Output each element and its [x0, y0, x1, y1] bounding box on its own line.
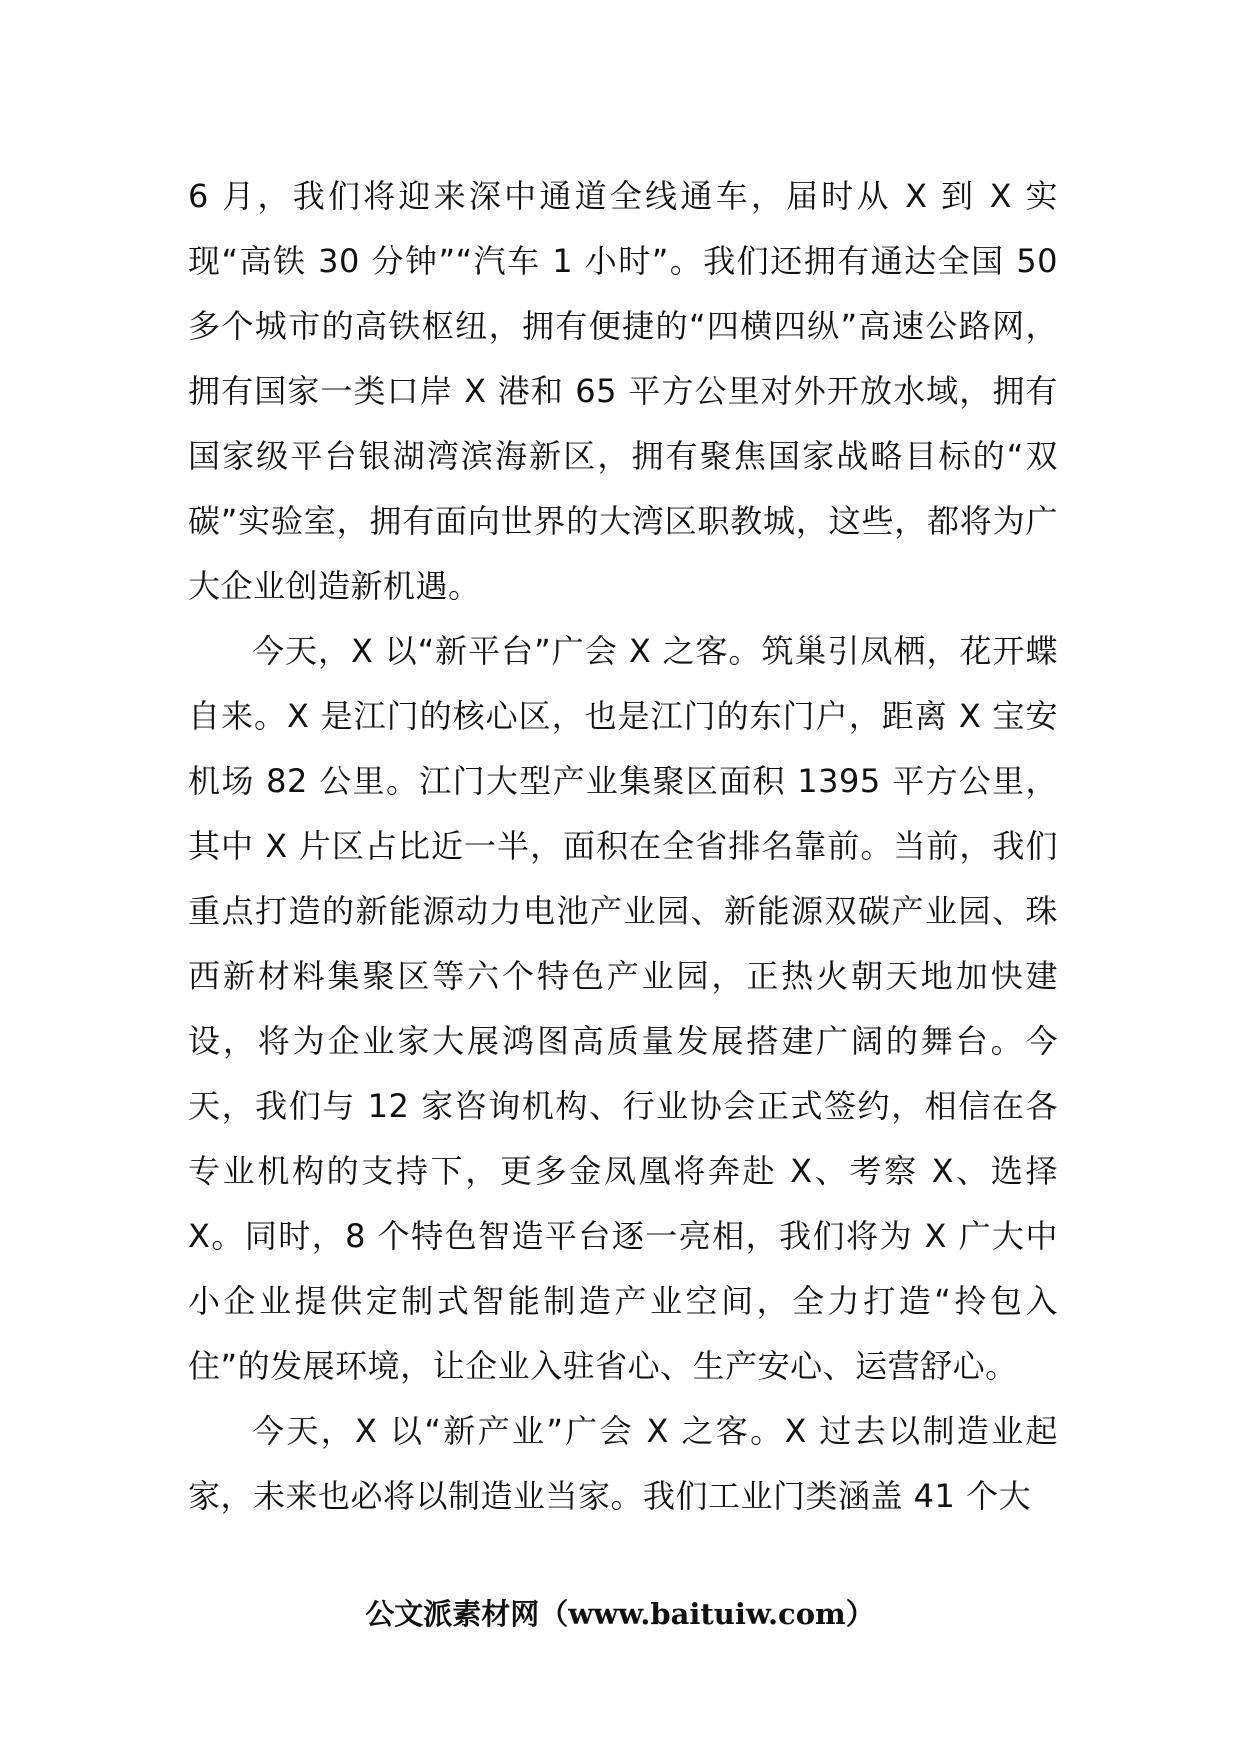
paragraph-continuation: 6 月，我们将迎来深中通道全线通车，届时从 X 到 X 实现“高铁 30 分钟”“汽车 1 小时”。我们还拥有通达全国 50 多个城市的高铁枢纽，拥有便捷的“四横四纵”高速公路网，拥有国家一类口岸 X 港和 65 平方公里对外开放水域，拥有国家级平台银湖湾滨海新区，拥有聚焦国家战略目标的“双碳”实验室，拥有面向世界的大湾区职教城，这些，都将为广大企业创造新机遇。 — [188, 177, 1058, 605]
document-body — [188, 164, 1058, 1529]
page-footer-watermark: 公文派素材网（www.baituiw.com） — [365, 1597, 875, 1631]
paragraph-new-platform: 今天，X 以“新平台”广会 X 之客。筑巢引凤栖，花开蝶自来。X 是江门的核心区，也是江门的东门户，距离 X 宝安机场 82 公里。江门大型产业集聚区面积 1395 平方公里，其中 X 片区占比近一半，面积在全省排名靠前。当前，我们重点打造的新能源动力电池产业园、新能源双碳产业园、珠西新材料集聚区等六个特色产业园，正热火朝天地加快建设，将为企业家大展鸿图高质量发展搭建广阔的舞台。今天，我们与 12 家咨询机构、行业协会正式签约，相信在各专业机构的支持下，更多金凤凰将奔赴 X、考察 X、选择 X。同时，8 个特色智造平台逐一亮相，我们将为 X 广大中小企业提供定制式智能制造产业空间，全力打造“拎包入住”的发展环境，让企业入驻省心、生产安心、运营舒心。 — [188, 632, 1058, 1385]
paragraph-new-industry: 今天，X 以“新产业”广会 X 之客。X 过去以制造业起家，未来也必将以制造业当家。我们工业门类涵盖 41 个大 — [188, 1412, 1058, 1515]
